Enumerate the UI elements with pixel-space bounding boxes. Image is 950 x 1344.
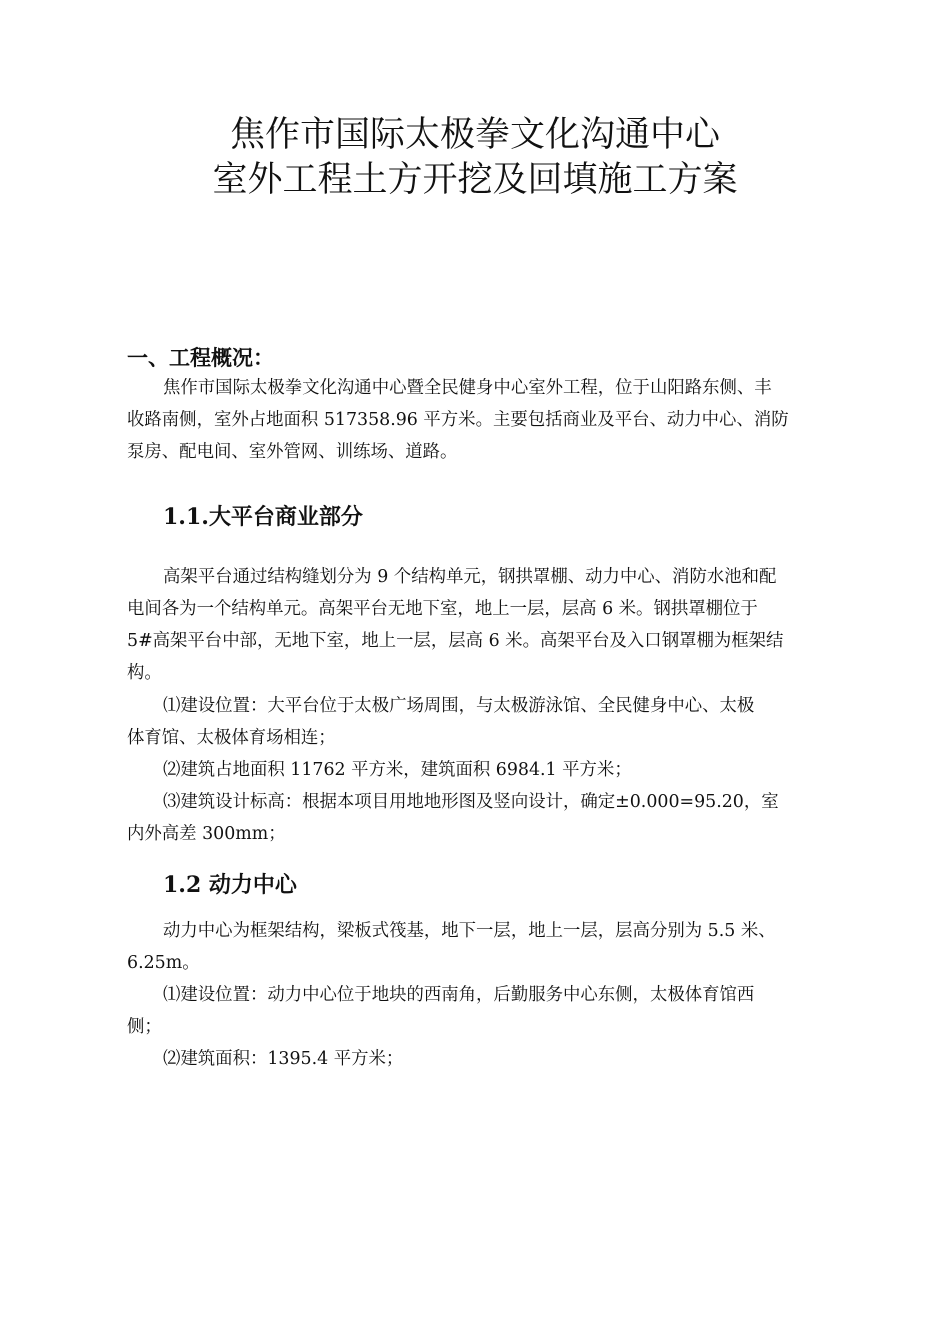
paragraph-line: 5#高架平台中部，无地下室，地上一层，层高 6 米。高架平台及入口钢罩棚为框架结	[127, 631, 784, 651]
paragraph-line: 体育馆、太极体育场相连；	[127, 728, 336, 748]
paragraph-line: ⑴建设位置：大平台位于太极广场周围，与太极游泳馆、全民健身中心、太极	[163, 696, 755, 716]
paragraph-line: 6.25m。	[127, 953, 200, 973]
overview-paragraph	[127, 372, 839, 468]
paragraph-line: 焦作市国际太极拳文化沟通中心暨全民健身中心室外工程，位于山阳路东侧、丰	[163, 378, 772, 398]
platform-item-elevation	[127, 786, 839, 850]
platform-intro-paragraph	[127, 561, 839, 689]
section-heading-platform-commercial: 1.1.大平台商业部分	[163, 504, 363, 530]
paragraph-line: 内外高差 300mm；	[127, 824, 286, 844]
document-title-line-1: 焦作市国际太极拳文化沟通中心	[229, 115, 720, 155]
paragraph-line: 电间各为一个结构单元。高架平台无地下室，地上一层，层高 6 米。钢拱罩棚位于	[127, 599, 758, 619]
power-center-item-location	[127, 979, 839, 1043]
paragraph-line: 动力中心为框架结构，梁板式筏基，地下一层，地上一层，层高分别为 5.5 米、	[163, 921, 776, 941]
platform-item-area	[127, 754, 839, 786]
paragraph-line: 构。	[127, 663, 162, 683]
paragraph-line: 收路南侧，室外占地面积 517358.96 平方米。主要包括商业及平台、动力中心、消防	[127, 410, 789, 430]
paragraph-line: ⑵建筑面积：1395.4 平方米；	[163, 1049, 404, 1069]
paragraph-line: ⑵建筑占地面积 11762 平方米，建筑面积 6984.1 平方米；	[163, 760, 632, 780]
paragraph-line: 侧；	[127, 1017, 162, 1037]
document-title-line-2: 室外工程土方开挖及回填施工方案	[212, 160, 738, 200]
power-center-item-area	[127, 1043, 839, 1075]
paragraph-line: 泵房、配电间、室外管网、训练场、道路。	[127, 442, 458, 462]
paragraph-line: ⑶建筑设计标高：根据本项目用地地形图及竖向设计，确定±0.000=95.20，室	[163, 792, 779, 812]
paragraph-line: ⑴建设位置：动力中心位于地块的西南角，后勤服务中心东侧，太极体育馆西	[163, 985, 755, 1005]
section-heading-power-center: 1.2 动力中心	[163, 872, 297, 898]
section-heading-overview: 一、工程概况：	[127, 345, 274, 370]
power-center-intro-paragraph	[127, 915, 839, 979]
platform-item-location	[127, 690, 839, 754]
paragraph-line: 高架平台通过结构缝划分为 9 个结构单元，钢拱罩棚、动力中心、消防水池和配	[163, 567, 777, 587]
